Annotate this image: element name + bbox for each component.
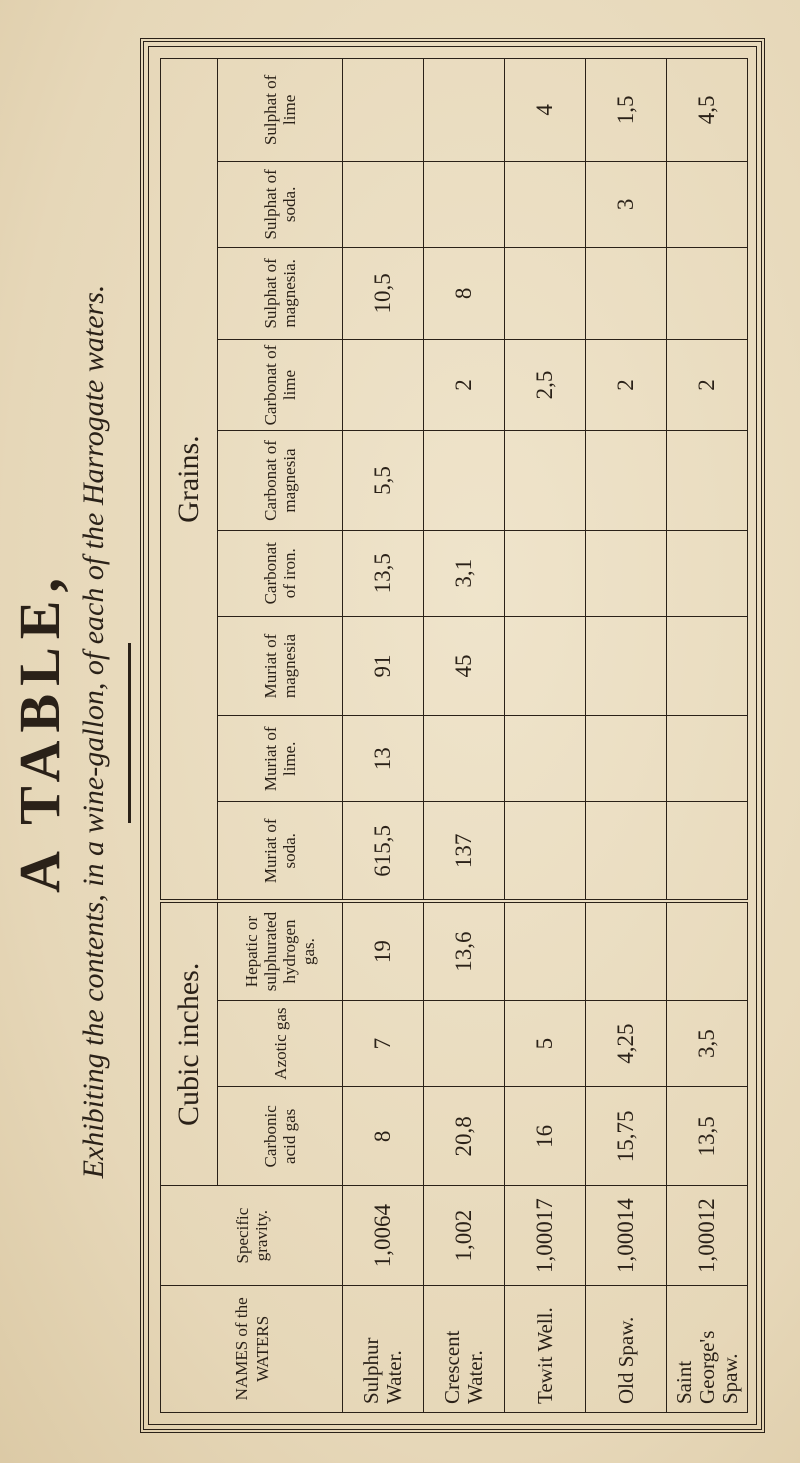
table-cell	[667, 802, 748, 901]
table-cell	[586, 248, 667, 340]
table-cell	[667, 248, 748, 340]
table-cell: 13	[343, 716, 424, 802]
table-row	[586, 59, 667, 1413]
col-header-muriat-magnesia: Muriat of magnesia	[218, 616, 343, 715]
table-cell	[586, 530, 667, 616]
col-header-sulphat-lime: Sulphat of lime	[218, 59, 343, 162]
table-cell: 2	[586, 339, 667, 431]
title-rule	[128, 643, 131, 823]
table-cell: 20,8	[424, 1087, 505, 1186]
table-cell	[667, 716, 748, 802]
table-cell	[505, 802, 586, 901]
col-header-carbonat-magnesia: Carbonat of magnesia	[218, 431, 343, 530]
table-cell: 45	[424, 616, 505, 715]
table-cell: 2	[667, 339, 748, 431]
col-header-sulphat-magnesia: Sulphat of magnesia.	[218, 248, 343, 340]
table-cell	[586, 431, 667, 530]
col-header-sulphat-soda: Sulphat of soda.	[218, 161, 343, 247]
table-cell	[343, 161, 424, 247]
table-row	[343, 59, 424, 1413]
table-cell	[586, 616, 667, 715]
table-cell	[505, 248, 586, 340]
table-cell: 1,5	[586, 59, 667, 162]
table-subtitle: Exhibiting the contents, in a wine-gallon, of each of the Harrogate waters.	[77, 284, 110, 1179]
col-header-carbonat-iron: Carbonat of iron.	[218, 530, 343, 616]
gravity-cell: 1,002	[424, 1186, 505, 1285]
table-cell: 7	[343, 1000, 424, 1086]
table-cell: 8	[424, 248, 505, 340]
analysis-table	[160, 58, 748, 1413]
col-header-muriat-soda: Muriat of soda.	[218, 802, 343, 901]
table-row	[505, 59, 586, 1413]
water-name: Saint George's Spaw.	[667, 1285, 748, 1412]
table-cell: 4,5	[667, 59, 748, 162]
table-cell	[586, 802, 667, 901]
table-cell	[424, 59, 505, 162]
water-name: Old Spaw.	[586, 1285, 667, 1412]
grains-header: Grains.	[161, 59, 218, 902]
gravity-cell: 1,00017	[505, 1186, 586, 1285]
heading	[8, 0, 114, 1463]
table-cell: 91	[343, 616, 424, 715]
table-cell: 15,75	[586, 1087, 667, 1186]
gravity-cell: 1,0064	[343, 1186, 424, 1285]
table-row	[424, 59, 505, 1413]
gravity-cell: 1,00014	[586, 1186, 667, 1285]
cubic-inches-header: Cubic inches.	[161, 901, 218, 1186]
table-cell: 19	[343, 901, 424, 1000]
table-cell: 13,5	[667, 1087, 748, 1186]
specific-gravity-header: Specific gravity.	[161, 1186, 343, 1285]
table-cell	[343, 59, 424, 162]
table-cell: 16	[505, 1087, 586, 1186]
table-cell: 13,6	[424, 901, 505, 1000]
table-cell	[505, 616, 586, 715]
table-cell	[667, 431, 748, 530]
table-cell: 4	[505, 59, 586, 162]
col-header-hepatic-gas: Hepatic or sulphurated hydrogen gas.	[218, 901, 343, 1000]
table-cell	[505, 901, 586, 1000]
table-cell: 3	[586, 161, 667, 247]
table-cell: 13,5	[343, 530, 424, 616]
table-cell: 8	[343, 1087, 424, 1186]
table-cell: 3,5	[667, 1000, 748, 1086]
table-row	[667, 59, 748, 1413]
table-cell	[667, 901, 748, 1000]
table-cell: 137	[424, 802, 505, 901]
col-header-azotic-gas: Azotic gas	[218, 1000, 343, 1086]
table-cell	[343, 339, 424, 431]
table-cell	[424, 431, 505, 530]
table-cell: 4,25	[586, 1000, 667, 1086]
table-cell	[424, 161, 505, 247]
table-cell	[505, 431, 586, 530]
table-cell	[505, 716, 586, 802]
water-name: Crescent Water.	[424, 1285, 505, 1412]
table-cell: 615,5	[343, 802, 424, 901]
table-cell	[424, 716, 505, 802]
names-header: NAMES of the WATERS	[161, 1285, 343, 1412]
gravity-cell: 1,00012	[667, 1186, 748, 1285]
table-title: A TABLE,	[7, 570, 72, 893]
table-cell	[667, 530, 748, 616]
col-header-carbonic-acid: Carbonic acid gas	[218, 1087, 343, 1186]
table-cell	[586, 716, 667, 802]
table-cell: 2,5	[505, 339, 586, 431]
water-name: Tewit Well.	[505, 1285, 586, 1412]
table-cell	[667, 161, 748, 247]
table-cell	[505, 161, 586, 247]
table-cell: 3,1	[424, 530, 505, 616]
table-cell: 10,5	[343, 248, 424, 340]
water-name: Sulphur Water.	[343, 1285, 424, 1412]
table-cell: 5	[505, 1000, 586, 1086]
table-cell	[424, 1000, 505, 1086]
table-cell	[586, 901, 667, 1000]
col-header-carbonat-lime: Carbonat of lime	[218, 339, 343, 431]
table-cell	[505, 530, 586, 616]
table-cell: 2	[424, 339, 505, 431]
table-cell	[667, 616, 748, 715]
table-cell: 5,5	[343, 431, 424, 530]
col-header-muriat-lime: Muriat of lime.	[218, 716, 343, 802]
